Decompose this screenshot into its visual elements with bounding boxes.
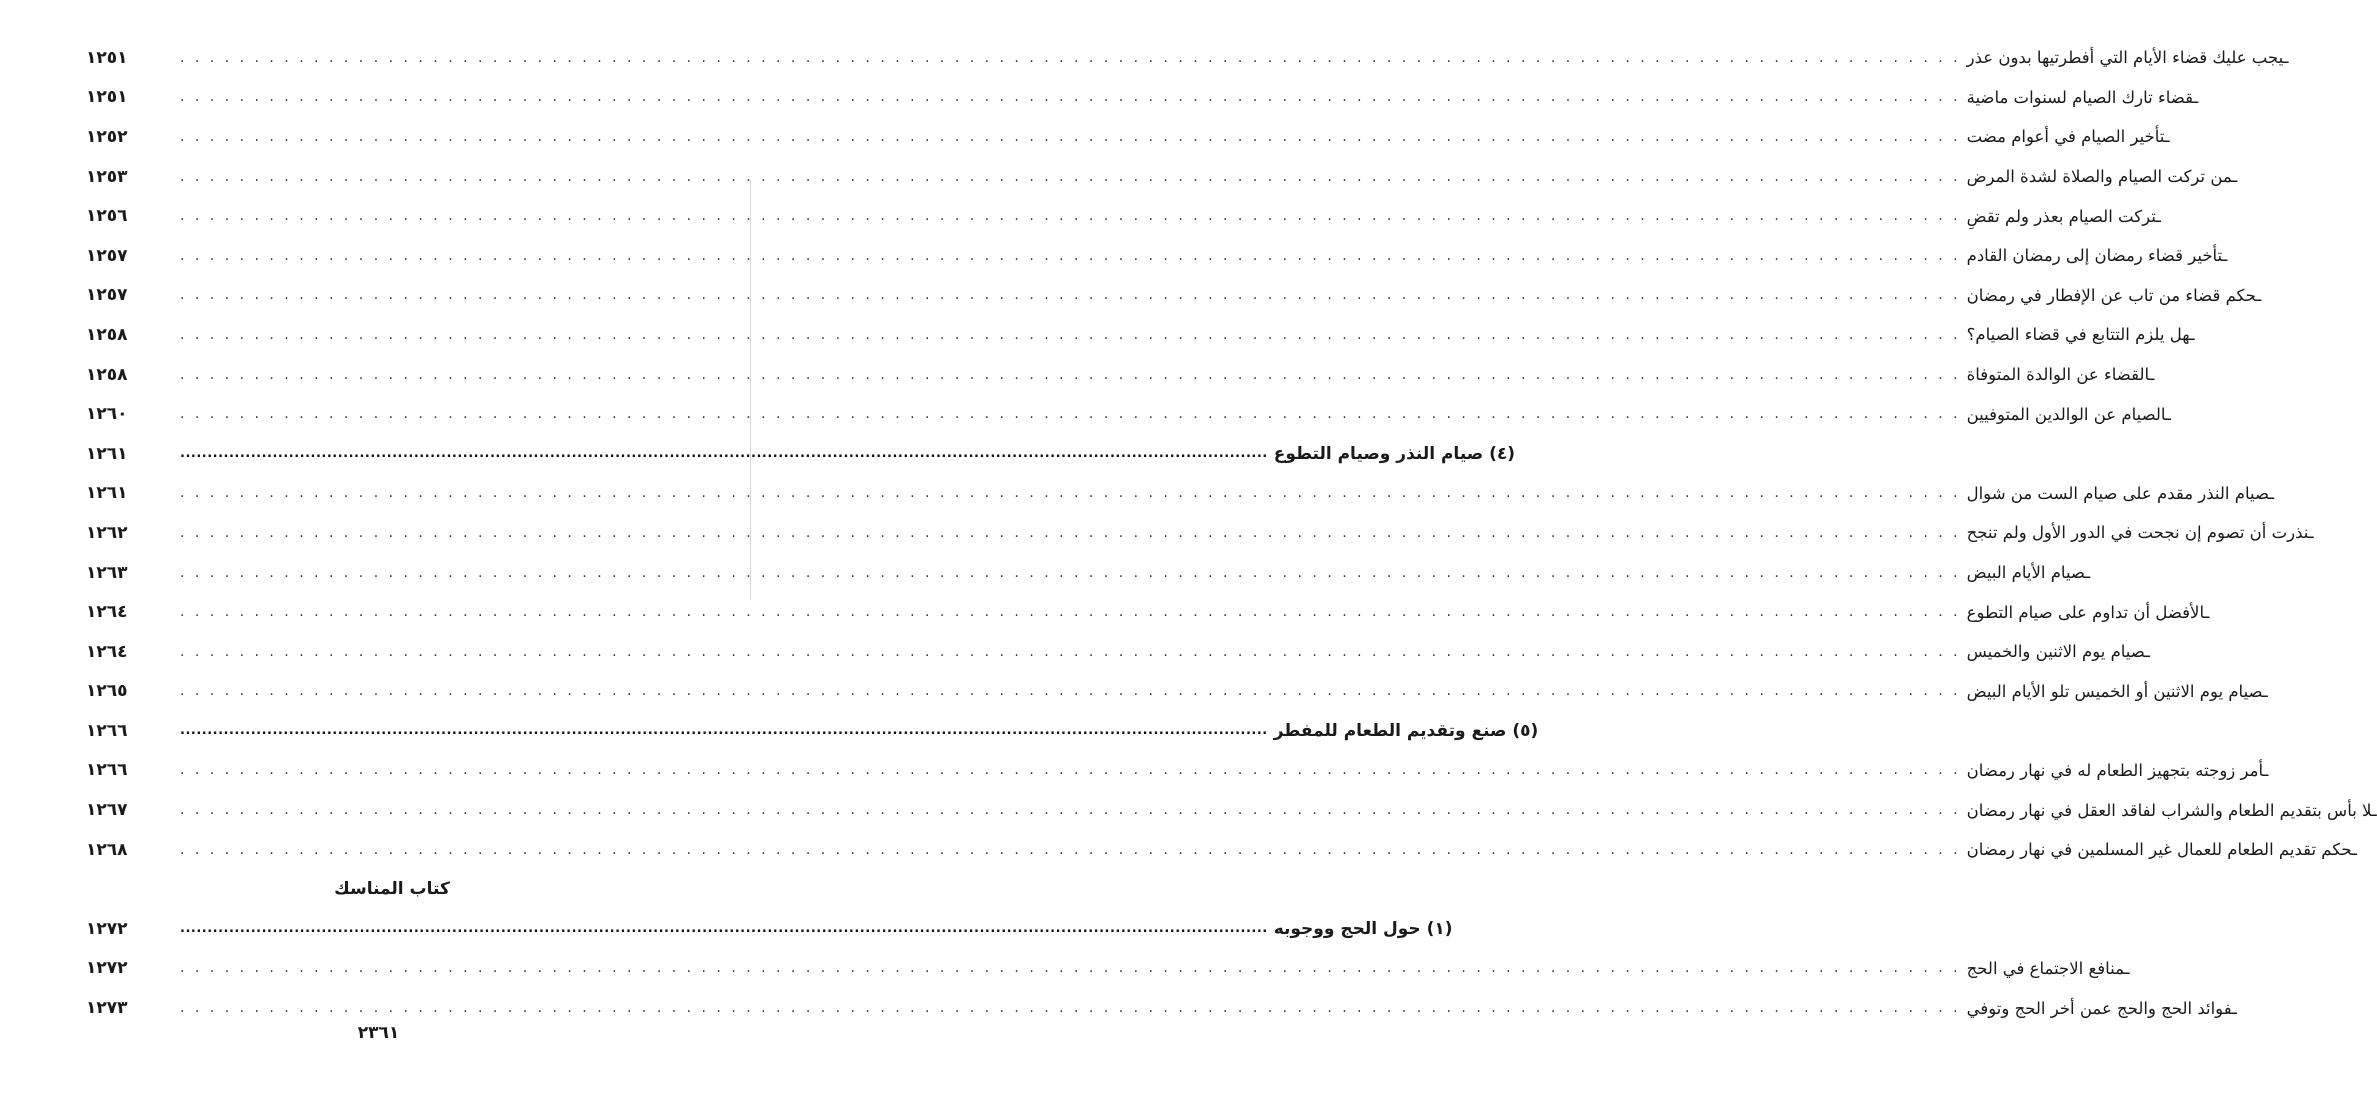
dot-leader: . . . . . . . . . . . . . . . . . . . . . . . . . . . . . . . . . . . . . . . . . . . . . . . . . . . . . . . . . . . . . . . . . . . . . . . . . . . . . . . . . . . . . . . . . . . . . . . . . . . . . . . . . . . . . . . . . . . . . . . . bbox=[180, 802, 1961, 819]
entry-title: ـحكم تقديم الطعام للعمال غير المسلمين في نهار رمضان bbox=[1966, 840, 2357, 860]
entry-page-number: ١٢٧٢ bbox=[86, 958, 128, 979]
dot-leader: . . . . . . . . . . . . . . . . . . . . . . . . . . . . . . . . . . . . . . . . . . . . . . . . . . . . . . . . . . . . . . . . . . . . . . . . . . . . . . . . . . . . . . . . . . . . . . . . . . . . . . . . . . . . . . . . . . . . . . . . bbox=[180, 762, 1961, 779]
dot-leader: . . . . . . . . . . . . . . . . . . . . . . . . . . . . . . . . . . . . . . . . . . . . . . . . . . . . . . . . . . . . . . . . . . . . . . . . . . . . . . . . . . . . . . . . . . . . . . . . . . . . . . . . . . . . . . . . . . . . . . . . bbox=[180, 366, 1961, 383]
section-title: (١) حول الحج ووجوبه bbox=[1273, 918, 1453, 939]
toc-entry-row bbox=[86, 355, 2155, 395]
entry-title: ـلا بأس بتقديم الطعام والشراب لفاقد العقل في نهار رمضان bbox=[1966, 800, 2377, 820]
entry-title: ـتأخير قضاء رمضان إلى رمضان القادم bbox=[1966, 246, 2228, 266]
entry-title: ـنذرت أن تصوم إن نجحت في الدور الأول ولم تنجح bbox=[1966, 523, 2314, 543]
entry-title: ـتأخير الصيام في أعوام مضت bbox=[1966, 127, 2170, 147]
dot-leader: . . . . . . . . . . . . . . . . . . . . . . . . . . . . . . . . . . . . . . . . . . . . . . . . . . . . . . . . . . . . . . . . . . . . . . . . . . . . . . . . . . . . . . . . . . . . . . . . . . . . . . . . . . . . . . . . . . . . . . . . bbox=[180, 406, 1961, 423]
entry-page-number: ١٢٦٦ bbox=[86, 760, 128, 781]
dot-leader: . . . . . . . . . . . . . . . . . . . . . . . . . . . . . . . . . . . . . . . . . . . . . . . . . . . . . . . . . . . . . . . . . . . . . . . . . . . . . . . . . . . . . . . . . . . . . . . . . . . . . . . . . . . . . . . . . . . . . . . . bbox=[180, 683, 1961, 700]
entry-title: ـالقضاء عن الوالدة المتوفاة bbox=[1966, 365, 2155, 385]
entry-page-number: ١٢٥٣ bbox=[86, 166, 128, 187]
section-title: (٥) صنع وتقديم الطعام للمفطر bbox=[1273, 720, 1539, 741]
dot-leader: . . . . . . . . . . . . . . . . . . . . . . . . . . . . . . . . . . . . . . . . . . . . . . . . . . . . . . . . . . . . . . . . . . . . . . . . . . . . . . . . . . . . . . . . . . . . . . . . . . . . . . . . . . . . . . . . . . . . . . . . bbox=[180, 564, 1961, 581]
entry-page-number: ١٢٥٧ bbox=[86, 245, 128, 266]
dot-leader: . . . . . . . . . . . . . . . . . . . . . . . . . . . . . . . . . . . . . . . . . . . . . . . . . . . . . . . . . . . . . . . . . . . . . . . . . . . . . . . . . . . . . . . . . . . . . . . . . . . . . . . . . . . . . . . . . . . . . . . . bbox=[180, 128, 1961, 145]
dot-leader: . . . . . . . . . . . . . . . . . . . . . . . . . . . . . . . . . . . . . . . . . . . . . . . . . . . . . . . . . . . . . . . . . . . . . . . . . . . . . . . . . . . . . . . . . . . . . . . . . . . . . . . . . . . . . . . . . . . . . . . . bbox=[180, 485, 1961, 502]
entry-page-number: ١٢٥٧ bbox=[86, 285, 128, 306]
entry-title: ـالصيام عن الوالدين المتوفيين bbox=[1966, 404, 2171, 424]
entry-title: ـصيام يوم الاثنين أو الخميس تلو الأيام البيض bbox=[1966, 681, 2268, 701]
entry-page-number: ١٢٧٣ bbox=[86, 998, 128, 1019]
dot-leader: . . . . . . . . . . . . . . . . . . . . . . . . . . . . . . . . . . . . . . . . . . . . . . . . . . . . . . . . . . . . . . . . . . . . . . . . . . . . . . . . . . . . . . . . . . . . . . . . . . . . . . . . . . . . . . . . . . . . . . . . bbox=[180, 1000, 1961, 1017]
toc-entry-row bbox=[86, 236, 2228, 276]
dot-leader: . . . . . . . . . . . . . . . . . . . . . . . . . . . . . . . . . . . . . . . . . . . . . . . . . . . . . . . . . . . . . . . . . . . . . . . . . . . . . . . . . . . . . . . . . . . . . . . . . . . . . . . . . . . . . . . . . . . . . . . . bbox=[180, 524, 1961, 541]
dot-leader: ........................................................................................................................................................................................................ bbox=[180, 446, 1268, 462]
dot-leader: . . . . . . . . . . . . . . . . . . . . . . . . . . . . . . . . . . . . . . . . . . . . . . . . . . . . . . . . . . . . . . . . . . . . . . . . . . . . . . . . . . . . . . . . . . . . . . . . . . . . . . . . . . . . . . . . . . . . . . . . bbox=[180, 326, 1961, 343]
dot-leader: . . . . . . . . . . . . . . . . . . . . . . . . . . . . . . . . . . . . . . . . . . . . . . . . . . . . . . . . . . . . . . . . . . . . . . . . . . . . . . . . . . . . . . . . . . . . . . . . . . . . . . . . . . . . . . . . . . . . . . . . bbox=[180, 287, 1961, 304]
entry-title: ـفوائد الحج والحج عمن أخر الحج وتوفي bbox=[1966, 998, 2237, 1018]
toc-entry-row bbox=[86, 553, 2091, 593]
toc-entry-row bbox=[86, 830, 2357, 870]
toc-entry-row bbox=[86, 949, 2130, 989]
entry-page-number: ١٢٦٦ bbox=[86, 720, 128, 741]
toc-entry-row bbox=[86, 592, 2210, 632]
dot-leader: ........................................................................................................................................................................................................ bbox=[180, 723, 1268, 739]
entry-page-number: ١٢٥٨ bbox=[86, 324, 128, 345]
entry-page-number: ١٢٦٥ bbox=[86, 681, 128, 702]
dot-leader: ........................................................................................................................................................................................................ bbox=[180, 921, 1268, 937]
entry-title: ـصيام يوم الاثنين والخميس bbox=[1966, 642, 2150, 662]
book-title: كتاب المناسك bbox=[334, 879, 450, 900]
toc-section-row bbox=[86, 909, 1453, 949]
dot-leader: . . . . . . . . . . . . . . . . . . . . . . . . . . . . . . . . . . . . . . . . . . . . . . . . . . . . . . . . . . . . . . . . . . . . . . . . . . . . . . . . . . . . . . . . . . . . . . . . . . . . . . . . . . . . . . . . . . . . . . . . bbox=[180, 841, 1961, 858]
toc-section-row bbox=[86, 711, 1539, 751]
entry-title: ـالأفضل أن تداوم على صيام التطوع bbox=[1966, 602, 2210, 622]
entry-page-number: ١٢٧٢ bbox=[86, 918, 128, 939]
toc-entry-row bbox=[86, 315, 2195, 355]
entry-title: ـتركت الصيام بعذر ولم تقضِ bbox=[1966, 206, 2162, 226]
entry-title: ـمن تركت الصيام والصلاة لشدة المرض bbox=[1966, 167, 2238, 187]
dot-leader: . . . . . . . . . . . . . . . . . . . . . . . . . . . . . . . . . . . . . . . . . . . . . . . . . . . . . . . . . . . . . . . . . . . . . . . . . . . . . . . . . . . . . . . . . . . . . . . . . . . . . . . . . . . . . . . . . . . . . . . . bbox=[180, 49, 1961, 66]
toc-entry-row bbox=[86, 38, 2289, 78]
toc-entry-row bbox=[86, 157, 2238, 197]
toc-entry-row bbox=[86, 790, 2377, 830]
entry-page-number: ١٢٦١ bbox=[86, 483, 128, 504]
toc-entry-row bbox=[86, 513, 2314, 553]
toc-entry-row bbox=[86, 276, 2262, 316]
toc-entry-row bbox=[86, 474, 2275, 514]
entry-page-number: ١٢٦٧ bbox=[86, 800, 128, 821]
entry-title: ـهل يلزم التتابع في قضاء الصيام؟ bbox=[1966, 325, 2195, 345]
dot-leader: . . . . . . . . . . . . . . . . . . . . . . . . . . . . . . . . . . . . . . . . . . . . . . . . . . . . . . . . . . . . . . . . . . . . . . . . . . . . . . . . . . . . . . . . . . . . . . . . . . . . . . . . . . . . . . . . . . . . . . . . bbox=[180, 960, 1961, 977]
entry-page-number: ١٢٦٤ bbox=[86, 602, 128, 623]
dot-leader: . . . . . . . . . . . . . . . . . . . . . . . . . . . . . . . . . . . . . . . . . . . . . . . . . . . . . . . . . . . . . . . . . . . . . . . . . . . . . . . . . . . . . . . . . . . . . . . . . . . . . . . . . . . . . . . . . . . . . . . . bbox=[180, 89, 1961, 106]
toc-entry-row bbox=[86, 751, 2269, 791]
dot-leader: . . . . . . . . . . . . . . . . . . . . . . . . . . . . . . . . . . . . . . . . . . . . . . . . . . . . . . . . . . . . . . . . . . . . . . . . . . . . . . . . . . . . . . . . . . . . . . . . . . . . . . . . . . . . . . . . . . . . . . . . bbox=[180, 208, 1961, 225]
entry-title: ـصيام الأيام البيض bbox=[1966, 563, 2091, 583]
entry-title: ـحكم قضاء من تاب عن الإفطار في رمضان bbox=[1966, 285, 2262, 305]
entry-title: ـيجب عليك قضاء الأيام التي أفطرتيها بدون عذر bbox=[1966, 48, 2289, 68]
entry-title: ـأمر زوجته بتجهيز الطعام له في نهار رمضان bbox=[1966, 760, 2269, 780]
toc-entry-row bbox=[86, 196, 2162, 236]
dot-leader: . . . . . . . . . . . . . . . . . . . . . . . . . . . . . . . . . . . . . . . . . . . . . . . . . . . . . . . . . . . . . . . . . . . . . . . . . . . . . . . . . . . . . . . . . . . . . . . . . . . . . . . . . . . . . . . . . . . . . . . . bbox=[180, 168, 1961, 185]
entry-page-number: ١٢٥٦ bbox=[86, 206, 128, 227]
entry-page-number: ١٢٦٠ bbox=[86, 404, 128, 425]
toc-section-row bbox=[86, 434, 1516, 474]
toc-entry-row bbox=[86, 672, 2268, 712]
toc-entry-row bbox=[86, 394, 2171, 434]
dot-leader: . . . . . . . . . . . . . . . . . . . . . . . . . . . . . . . . . . . . . . . . . . . . . . . . . . . . . . . . . . . . . . . . . . . . . . . . . . . . . . . . . . . . . . . . . . . . . . . . . . . . . . . . . . . . . . . . . . . . . . . . bbox=[180, 604, 1961, 621]
entry-page-number: ١٢٦٢ bbox=[86, 522, 128, 543]
entry-page-number: ١٢٥٨ bbox=[86, 364, 128, 385]
toc-book-heading bbox=[86, 869, 698, 909]
entry-page-number: ١٢٥١ bbox=[86, 87, 128, 108]
toc-entry-row bbox=[86, 988, 2237, 1028]
dot-leader: . . . . . . . . . . . . . . . . . . . . . . . . . . . . . . . . . . . . . . . . . . . . . . . . . . . . . . . . . . . . . . . . . . . . . . . . . . . . . . . . . . . . . . . . . . . . . . . . . . . . . . . . . . . . . . . . . . . . . . . . bbox=[180, 247, 1961, 264]
section-title: (٤) صيام النذر وصيام التطوع bbox=[1273, 443, 1516, 464]
toc-entry-row bbox=[86, 78, 2199, 118]
entry-title: ـقضاء تارك الصيام لسنوات ماضية bbox=[1966, 87, 2199, 107]
entry-page-number: ١٢٦٤ bbox=[86, 641, 128, 662]
toc-entry-row bbox=[86, 117, 2170, 157]
entry-page-number: ١٢٥٢ bbox=[86, 126, 128, 147]
entry-title: ـصيام النذر مقدم على صيام الست من شوال bbox=[1966, 483, 2275, 503]
entry-page-number: ١٢٦١ bbox=[86, 443, 128, 464]
entry-page-number: ١٢٥١ bbox=[86, 47, 128, 68]
entry-title: ـمنافع الاجتماع في الحج bbox=[1966, 958, 2130, 978]
toc-entry-row bbox=[86, 632, 2150, 672]
entry-page-number: ١٢٦٣ bbox=[86, 562, 128, 583]
dot-leader: . . . . . . . . . . . . . . . . . . . . . . . . . . . . . . . . . . . . . . . . . . . . . . . . . . . . . . . . . . . . . . . . . . . . . . . . . . . . . . . . . . . . . . . . . . . . . . . . . . . . . . . . . . . . . . . . . . . . . . . . bbox=[180, 643, 1961, 660]
entry-page-number: ١٢٦٨ bbox=[86, 839, 128, 860]
page-number: ٢٣٦١ bbox=[357, 1023, 400, 1043]
table-of-contents bbox=[86, 38, 2377, 1028]
